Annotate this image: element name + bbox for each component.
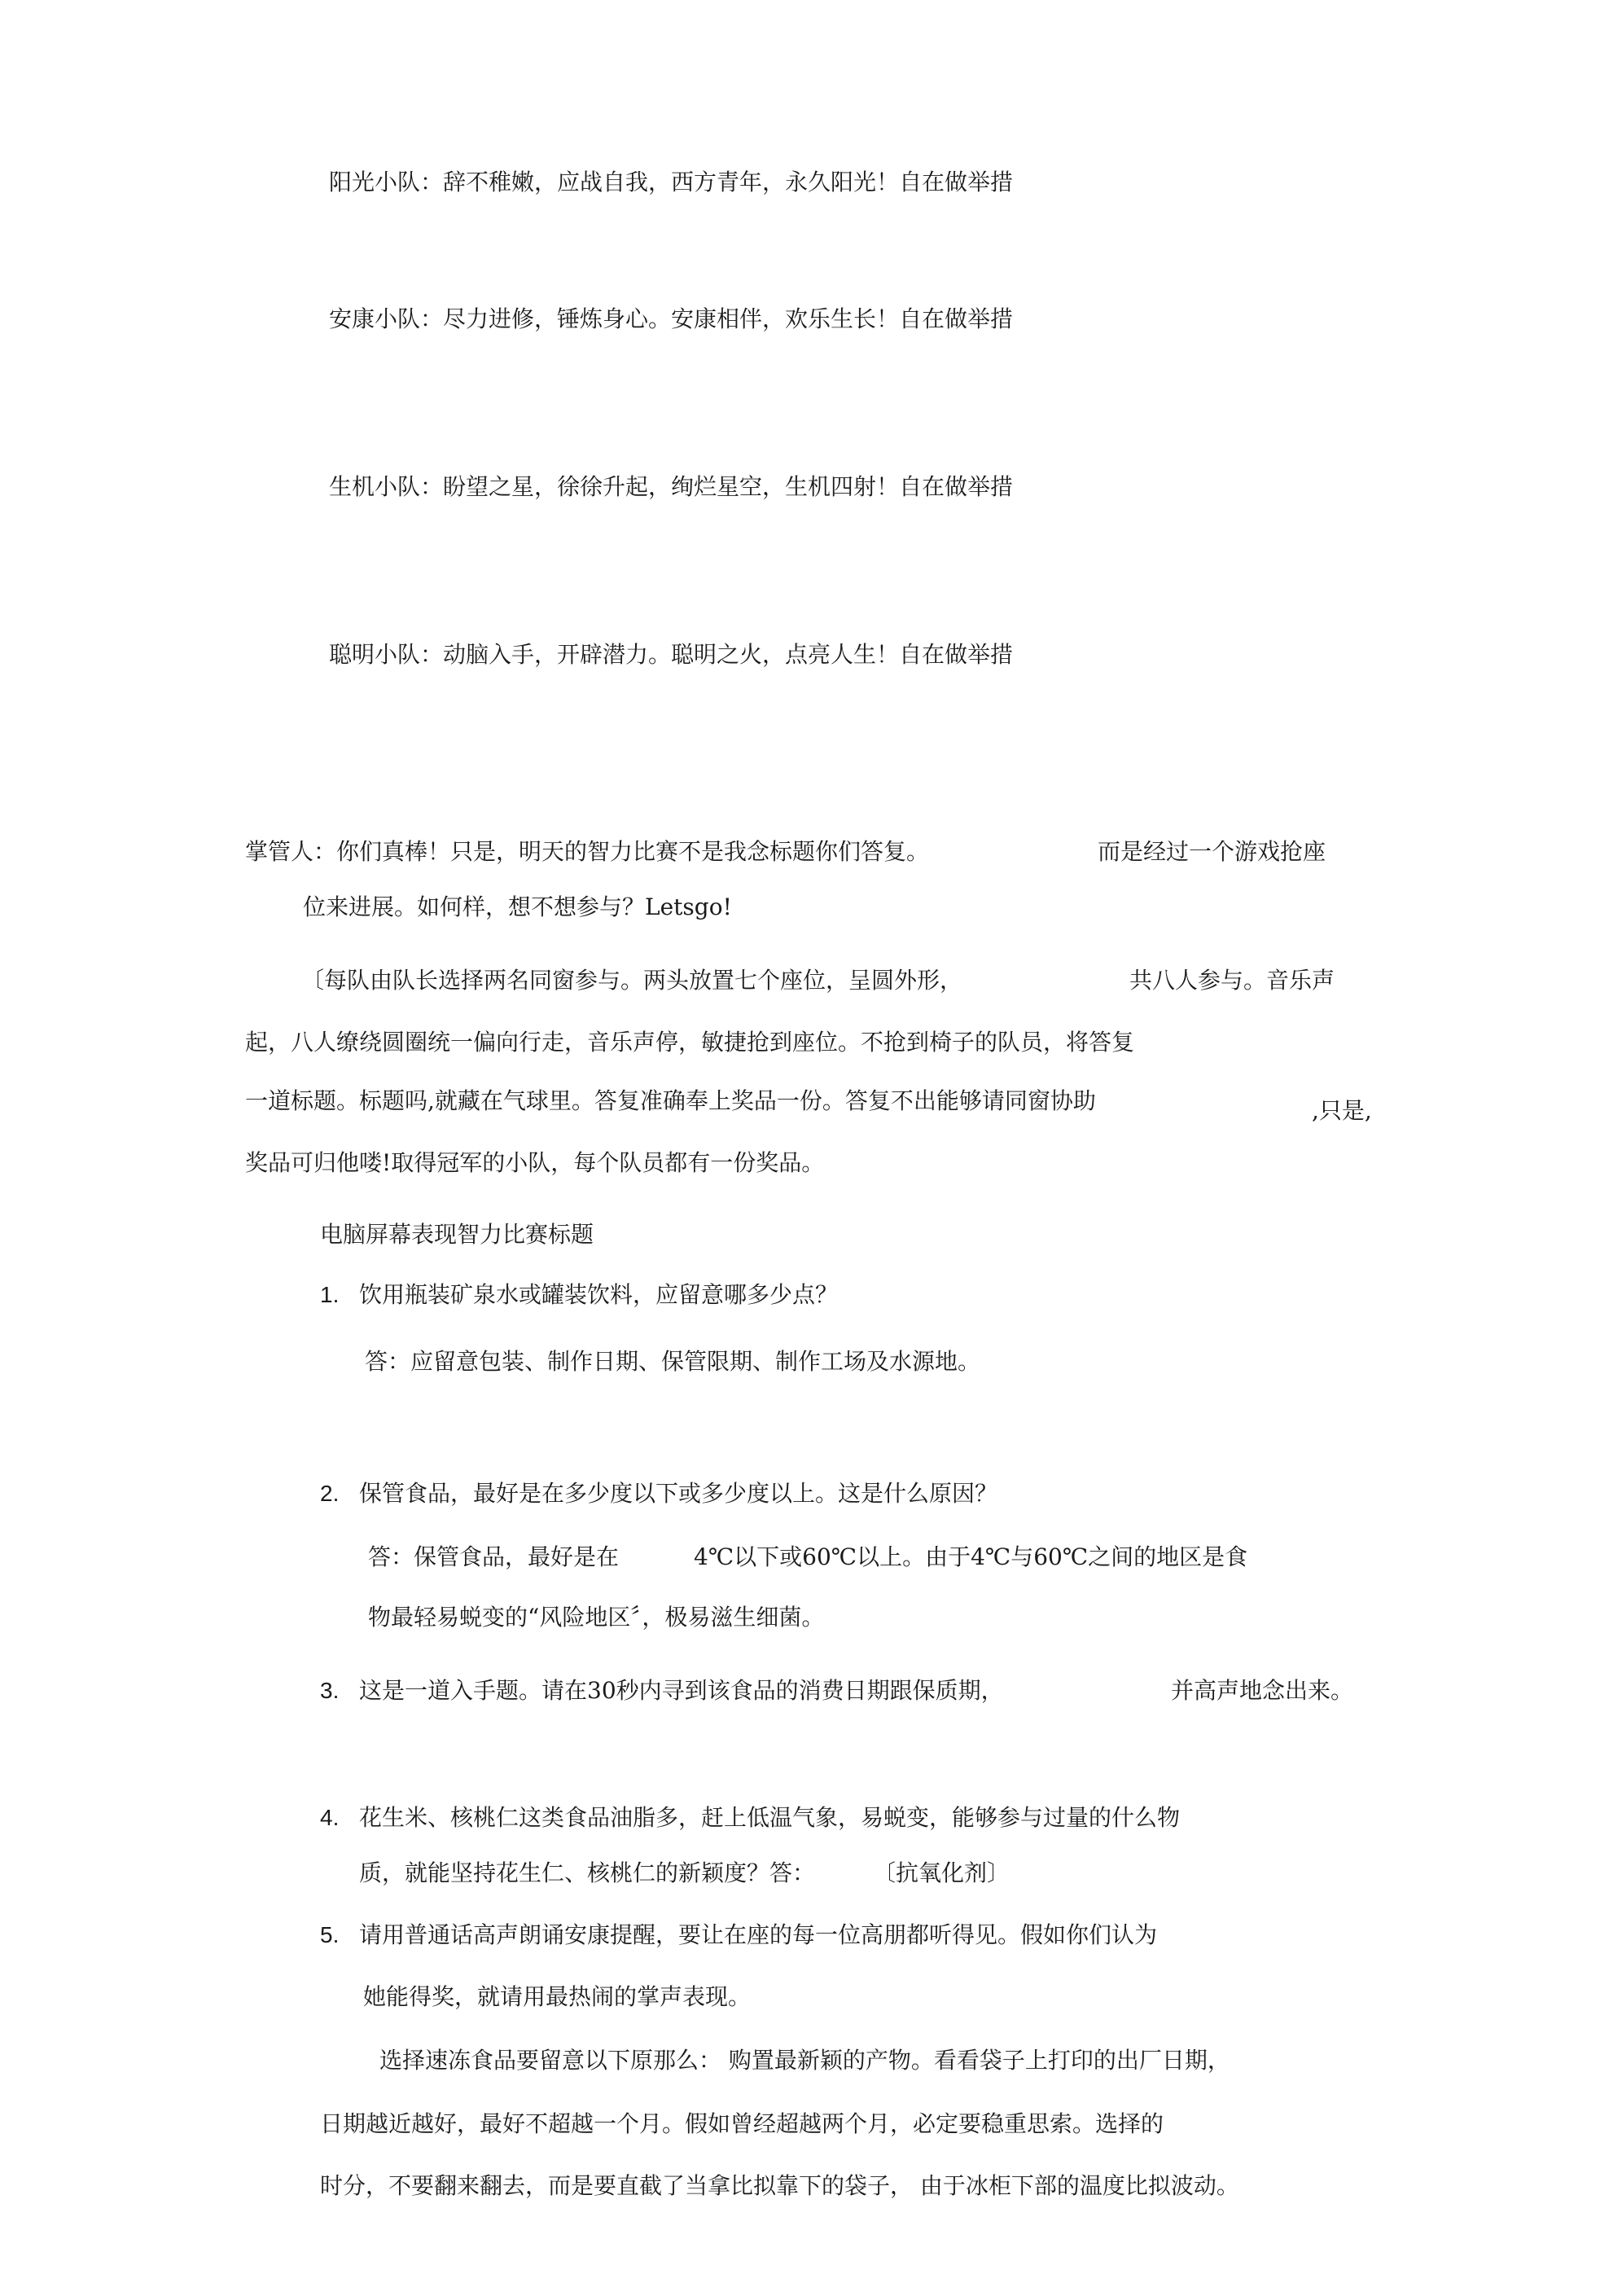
question-2-text: 保管食品，最好是在多少度以下或多少度以上。这是什么原因？: [359, 1480, 998, 1507]
host-line-2: 位来进展。如何样，想不想参与？Letsgo!: [303, 893, 732, 920]
question-1-text: 饮用瓶装矿泉水或罐装饮料，应留意哪多少点？: [359, 1281, 839, 1308]
quiz-heading: 电脑屏幕表现智力比赛标题: [320, 1221, 594, 1248]
question-number: 2.: [320, 1481, 340, 1506]
question-number: 3.: [320, 1678, 340, 1703]
team-motto-health: 安康小队：尽力进修，锤炼身心。安康相伴，欢乐生长！自在做举措: [329, 305, 1014, 332]
host-line-1b: 而是经过一个游戏抢座: [1098, 838, 1326, 865]
answer-2-line-1a: 答：保管食品，最好是在: [368, 1543, 620, 1570]
rules-line-1b: 共八人参与。音乐声: [1129, 967, 1335, 994]
question-5-line-2: 她能得奖，就请用最热闹的掌声表现。: [363, 1983, 752, 2010]
question-number: 5.: [320, 1922, 340, 1947]
rules-line-1a: 〔每队由队长选择两名同窗参与。两头放置七个座位，呈圆外形，: [301, 967, 963, 994]
question-number: 1.: [320, 1282, 340, 1307]
rules-line-3a: 一道标题。标题吗,就藏在气球里。答复准确奉上奖品一份。答复不出能够请同窗协助: [245, 1087, 1096, 1114]
question-4-line-1: 花生米、核桃仁这类食品油脂多，赶上低温气象，易蜕变，能够参与过量的什么物: [359, 1804, 1181, 1831]
tips-line-1: 选择速冻食品要留意以下原那么： 购置最新颖的产物。看看袋子上打印的出厂日期，: [379, 2047, 1230, 2074]
question-5-line-1: 请用普通话高声朗诵安康提醒，要让在座的每一位高朋都听得见。假如你们认为: [359, 1921, 1158, 1948]
rules-line-4: 奖品可归他喽!取得冠军的小队，每个队员都有一份奖品。: [245, 1149, 825, 1176]
answer-2-line-2: 物最轻易蜕变的“风险地区〞，极易滋生细菌。: [368, 1604, 825, 1631]
team-motto-wisdom: 聪明小队：动脑入手，开辟潜力。聪明之火，点亮人生！自在做举措: [329, 641, 1014, 668]
question-3-text-a: 这是一道入手题。请在30秒内寻到该食品的消费日期跟保质期，: [359, 1677, 1004, 1704]
tips-line-3: 时分，不要翻来翻去，而是要直截了当拿比拟靠下的袋子， 由于冰柜下部的温度比拟波动。: [320, 2172, 1239, 2199]
team-motto-vitality: 生机小队：盼望之星，徐徐升起，绚烂星空，生机四射！自在做举措: [329, 473, 1014, 500]
answer-2-line-1b: 4℃以下或60℃以上。由于4℃与60℃之间的地区是食: [694, 1543, 1248, 1570]
question-4-line-2a: 质，就能坚持花生仁、核桃仁的新颖度？答：: [359, 1859, 816, 1886]
question-4-line-2b: 〔抗氧化剂〕: [873, 1859, 1010, 1886]
rules-line-2: 起，八人缭绕圆圈统一偏向行走，音乐声停，敏捷抢到座位。不抢到椅子的队员，将答复: [245, 1029, 1135, 1056]
tips-line-2: 日期越近越好，最好不超越一个月。假如曾经超越两个月，必定要稳重思索。选择的: [320, 2110, 1164, 2137]
question-3-text-b: 并高声地念出来。: [1171, 1677, 1354, 1704]
team-motto-sunshine: 阳光小队：辞不稚嫩，应战自我，西方青年，永久阳光！自在做举措: [329, 169, 1014, 195]
answer-1-text: 答：应留意包装、制作日期、保管限期、制作工场及水源地。: [365, 1348, 981, 1375]
host-line-1a: 掌管人：你们真棒！只是，明天的智力比赛不是我念标题你们答复。: [245, 838, 930, 865]
rules-line-3b: ,只是,: [1312, 1097, 1372, 1124]
question-number: 4.: [320, 1805, 340, 1830]
